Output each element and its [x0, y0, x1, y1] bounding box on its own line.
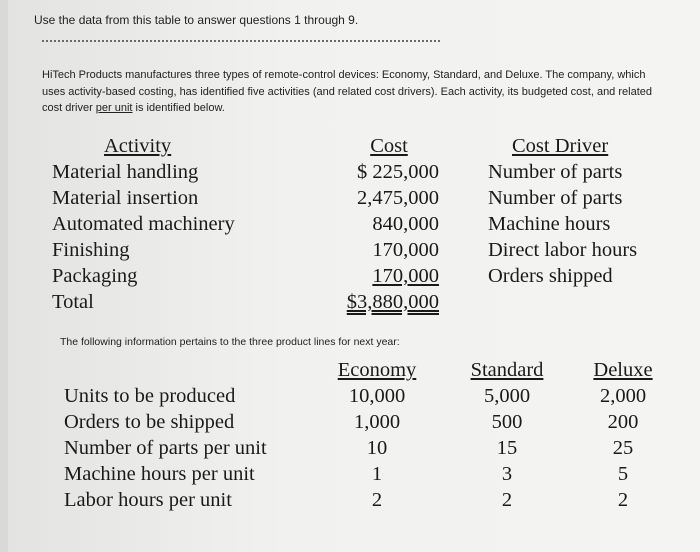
deluxe-cell: 25	[612, 437, 634, 459]
activity-header: Activity	[104, 135, 172, 157]
cost-cell: 170,000	[372, 239, 439, 261]
deluxe-cell: 2,000	[599, 385, 647, 407]
activity-cell: Material insertion	[52, 187, 199, 209]
problem-paragraph	[42, 67, 662, 117]
product-label: Machine hours per unit	[64, 463, 255, 485]
driver-header: Cost Driver	[512, 135, 609, 157]
driver-cell: Number of parts	[488, 161, 623, 183]
paragraph-part1: HiTech Products manufactures three types of remote-control devices: Economy, Standard, and Deluxe. The company, which uses activity-based costing, has identified five activities (and related cost drivers). Each activity, its budgeted cost, and related cost driver	[42, 69, 652, 114]
cost-column	[321, 133, 439, 315]
deluxe-header: Deluxe	[593, 359, 653, 381]
economy-cell: 2	[371, 489, 383, 511]
activity-column	[52, 133, 235, 315]
paragraph-part2: is identified below.	[132, 102, 225, 114]
activity-cell: Finishing	[52, 239, 130, 261]
product-label: Orders to be shipped	[64, 411, 235, 433]
cost-cell-underlined: 170,000	[372, 265, 439, 287]
driver-cell: Orders shipped	[488, 265, 613, 287]
standard-cell: 5,000	[483, 385, 531, 407]
economy-cell: 10	[366, 437, 388, 459]
intro-text: Use the data from this table to answer questions 1 through 9.	[34, 13, 359, 27]
activity-cell: Total	[52, 291, 94, 313]
economy-cell: 10,000	[348, 385, 406, 407]
deluxe-cell: 5	[617, 463, 629, 485]
document-page	[8, 0, 700, 552]
deluxe-cell: 200	[607, 411, 639, 433]
paragraph-underlined: per unit	[95, 102, 133, 114]
product-label: Labor hours per unit	[64, 489, 232, 511]
economy-cell: 1,000	[353, 411, 401, 433]
cost-total-value: $3,880,000	[346, 291, 439, 313]
standard-column	[457, 357, 557, 513]
driver-cell: Machine hours	[488, 213, 611, 235]
driver-cell: Number of parts	[488, 187, 623, 209]
activity-cell: Material handling	[52, 161, 199, 183]
deluxe-column	[583, 357, 663, 513]
cost-total-cell	[321, 289, 439, 315]
standard-header: Standard	[470, 359, 544, 381]
standard-cell: 15	[496, 437, 518, 459]
info-line: The following information pertains to the three product lines for next year:	[60, 336, 400, 348]
economy-column	[326, 357, 428, 513]
driver-cell: Direct labor hours	[488, 239, 638, 261]
cost-cell: 840,000	[372, 213, 439, 235]
economy-header: Economy	[337, 359, 417, 381]
dotted-divider	[42, 40, 440, 42]
standard-cell: 3	[501, 463, 513, 485]
product-label: Units to be produced	[64, 385, 236, 407]
economy-cell: 1	[371, 463, 383, 485]
cost-header: Cost	[370, 135, 408, 157]
standard-cell: 500	[491, 411, 523, 433]
cost-cell: 2,475,000	[357, 187, 439, 209]
deluxe-cell: 2	[617, 489, 629, 511]
cost-cell	[321, 263, 439, 289]
activity-cell: Packaging	[52, 265, 138, 287]
driver-column	[488, 133, 637, 289]
standard-cell: 2	[501, 489, 513, 511]
product-label: Number of parts per unit	[64, 437, 267, 459]
product-label-column	[64, 383, 267, 513]
activity-cell: Automated machinery	[52, 213, 235, 235]
cost-cell: $ 225,000	[357, 161, 439, 183]
